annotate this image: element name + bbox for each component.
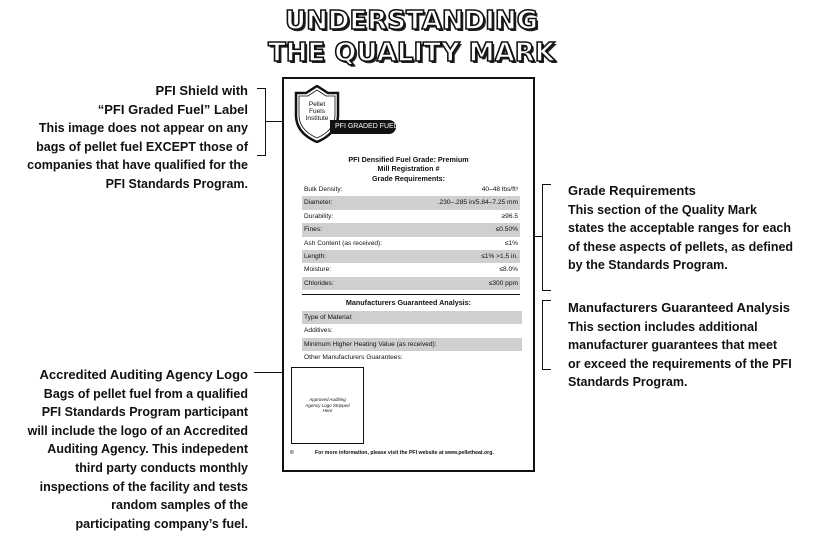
requirement-name: Durability: <box>304 212 334 220</box>
quality-mark-label <box>282 77 535 472</box>
grade-line: PFI Densified Fuel Grade: Premium <box>348 155 469 164</box>
mga-callout-line: or exceed the requirements of the PFI <box>568 356 792 371</box>
shield-callout-line: PFI Standards Program. <box>105 176 248 191</box>
agency-callout-line: PFI Standards Program participant <box>41 405 248 420</box>
grade-callout-line: This section of the Quality Mark <box>568 202 757 217</box>
shield-bracket <box>257 88 266 156</box>
requirement-value: ≤0.50% <box>495 226 518 234</box>
grade-callout-line: of these aspects of pellets, as defined <box>568 239 794 254</box>
mga-row <box>302 324 520 337</box>
mga-table <box>302 311 520 365</box>
copyright-mark: © <box>290 450 294 456</box>
requirement-value: 40–48 lbs/ft³ <box>481 186 518 193</box>
mga-row-name: Additives: <box>304 327 333 335</box>
mill-registration: Mill Registration # <box>377 164 440 173</box>
mga-callout-line: Standards Program. <box>568 375 688 390</box>
section-divider <box>302 294 520 295</box>
grade-callout-line: states the acceptable ranges for each <box>568 221 792 236</box>
logo-placeholder-text: Approved Auditing Agency Logo Stripped Here <box>305 397 350 414</box>
page-title-line1: UNDERSTANDING <box>285 6 538 36</box>
mga-row-name: Type of Material: <box>304 314 353 321</box>
requirement-name: Length: <box>304 252 326 260</box>
shield-text <box>297 101 337 122</box>
requirement-name: Diameter: <box>304 199 333 207</box>
page-title-line2: THE QUALITY MARK <box>268 38 555 68</box>
requirement-name: Ash Content (as received): <box>304 239 383 247</box>
mga-row <box>302 338 522 351</box>
requirement-name: Bulk Density: <box>304 186 343 193</box>
mga-bracket <box>542 300 551 370</box>
requirement-name: Fines: <box>304 226 322 234</box>
grade-callout-line: by the Standards Program. <box>568 258 728 273</box>
shield-callout-head1: PFI Shield with <box>155 83 248 98</box>
mga-callout-line: manufacturer guarantees that meet <box>568 338 778 353</box>
requirement-value: ≤8.0% <box>499 266 518 274</box>
agency-callout-line: inspections of the facility and tests <box>39 479 248 494</box>
requirements-heading: Grade Requirements: <box>371 174 446 183</box>
shield-callout-line: companies that have qualified for the <box>27 158 248 173</box>
agency-callout-line: third party conducts monthly <box>75 460 248 475</box>
footer-text: For more information, please visit the PFI website at www.pelletheat.org. <box>315 450 494 456</box>
shield-callout-line: bags of pellet fuel EXCEPT those of <box>36 139 248 154</box>
grade-callout-head: Grade Requirements <box>568 183 696 198</box>
agency-callout-line: Auditing Agency. This indepedent <box>47 442 248 457</box>
grade-bracket <box>542 184 551 291</box>
shield-text-line: Fuels <box>309 108 325 115</box>
mga-heading: Manufacturers Guaranteed Analysis: <box>345 298 472 307</box>
requirement-value: ≤1% <box>504 239 518 247</box>
mga-row <box>302 351 520 364</box>
requirement-row <box>302 223 520 236</box>
agency-callout-head: Accredited Auditing Agency Logo <box>39 367 248 382</box>
shield-callout-line: This image does not appear on any <box>38 121 248 136</box>
mga-row-name: Other Manufacturers Guarantees: <box>304 354 403 362</box>
requirement-row <box>302 263 520 276</box>
auditing-agency-logo-placeholder <box>291 367 364 444</box>
shield-callout-head2: “PFI Graded Fuel” Label <box>97 101 248 117</box>
requirement-row <box>302 196 520 209</box>
agency-callout-line: participating company’s fuel. <box>75 516 248 531</box>
requirement-row <box>302 183 520 196</box>
requirement-name: Chlorides: <box>304 279 334 287</box>
mga-row-name: Minimum Higher Heating Value (as received): <box>304 340 437 348</box>
mga-callout-head: Manufacturers Guaranteed Analysis <box>568 300 791 315</box>
requirement-name: Moisture: <box>304 266 332 274</box>
shield-text-line: Institute <box>305 115 329 122</box>
requirement-row <box>302 250 520 263</box>
agency-callout-line: will include the logo of an Accredited <box>27 423 248 438</box>
requirement-value: ≤300 ppm <box>488 279 518 287</box>
requirement-row <box>302 210 520 223</box>
mga-callout <box>568 299 823 392</box>
mga-callout-line: This section includes additional <box>568 319 758 334</box>
mga-row <box>302 311 522 324</box>
agency-callout-line: Bags of pellet fuel from a qualified <box>43 386 248 401</box>
graded-fuel-badge: PFI GRADED FUEL <box>330 120 396 134</box>
agency-callout <box>0 366 248 533</box>
requirements-table <box>302 183 520 290</box>
shield-text-line: Pellet <box>308 101 326 108</box>
requirement-value: ≤1% >1.5 in. <box>481 252 518 260</box>
requirement-value: .230–.285 in/5.84–7.25 mm <box>437 199 518 207</box>
requirement-row <box>302 277 520 290</box>
requirement-value: ≥96.5 <box>501 212 518 220</box>
agency-callout-line: random samples of the <box>111 498 248 513</box>
grade-callout <box>568 182 823 275</box>
shield-callout <box>0 82 248 194</box>
requirement-row <box>302 237 520 250</box>
